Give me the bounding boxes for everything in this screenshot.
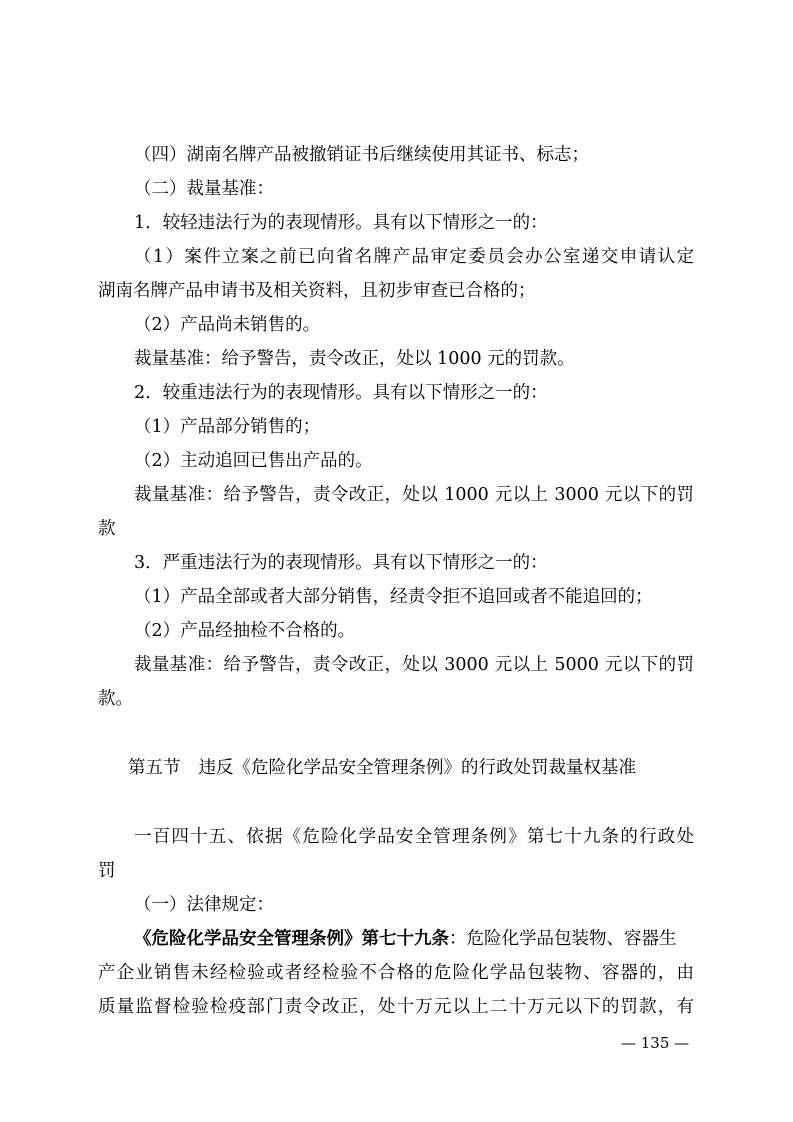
- law-reference: 《危险化学品安全管理条例》第七十九条: [134, 929, 449, 949]
- section-heading: [128, 756, 636, 780]
- law-text-line1: [134, 927, 677, 951]
- heading-discretion-standard: （二）裁量基准：: [134, 179, 274, 199]
- minor-case-1-line2: 湖南名牌产品申请书及相关资料，且初步审查已合格的；: [98, 281, 536, 301]
- minor-penalty: 裁量基准：给予警告，责令改正，处以 1000 元的罚款。: [134, 349, 575, 369]
- legal-provision-label: （一）法律规定：: [134, 895, 274, 915]
- paragraph-revocation-item-4: （四）湖南名牌产品被撤销证书后继续使用其证书、标志；: [134, 145, 589, 165]
- section-number: 第五节: [128, 758, 181, 778]
- item-minor-violation: 1．较轻违法行为的表现情形。具有以下情形之一的：: [134, 213, 548, 233]
- moderate-case-1: （1）产品部分销售的；: [134, 417, 321, 437]
- minor-case-2: （2）产品尚未销售的。: [134, 315, 321, 335]
- severe-case-1: （1）产品全部或者大部分销售，经责令拒不追回或者不能追回的；: [134, 587, 653, 607]
- section-title: 违反《危险化学品安全管理条例》的行政处罚裁量权基准: [198, 758, 636, 778]
- law-text-line1-rest: ：危险化学品包装物、容器生: [449, 929, 677, 949]
- law-text-line2: 产企业销售未经检验或者经检验不合格的危险化学品包装物、容器的，由: [98, 963, 694, 983]
- severe-penalty-line1: 裁量基准：给予警告，责令改正，处以 3000 元以上 5000 元以下的罚: [134, 655, 694, 675]
- item-severe-violation: 3．严重违法行为的表现情形。具有以下情形之一的：: [134, 553, 548, 573]
- moderate-penalty-line2: 款: [98, 519, 116, 539]
- severe-penalty-line2: 款。: [98, 689, 133, 709]
- moderate-penalty-line1: 裁量基准：给予警告，责令改正，处以 1000 元以上 3000 元以下的罚: [134, 485, 694, 505]
- item-moderate-violation: 2．较重违法行为的表现情形。具有以下情形之一的：: [134, 383, 548, 403]
- minor-case-1-line1: （1）案件立案之前已向省名牌产品审定委员会办公室递交申请认定: [134, 247, 694, 267]
- article-heading-line2: 罚: [98, 861, 116, 881]
- moderate-case-2: （2）主动追回已售出产品的。: [134, 451, 373, 471]
- page-number: — 135 —: [621, 1034, 690, 1052]
- article-heading-line1: 一百四十五、依据《危险化学品安全管理条例》第七十九条的行政处: [134, 827, 694, 847]
- law-text-line3: 质量监督检验检疫部门责令改正，处十万元以上二十万元以下的罚款，有: [98, 997, 694, 1017]
- severe-case-2: （2）产品经抽检不合格的。: [134, 621, 356, 641]
